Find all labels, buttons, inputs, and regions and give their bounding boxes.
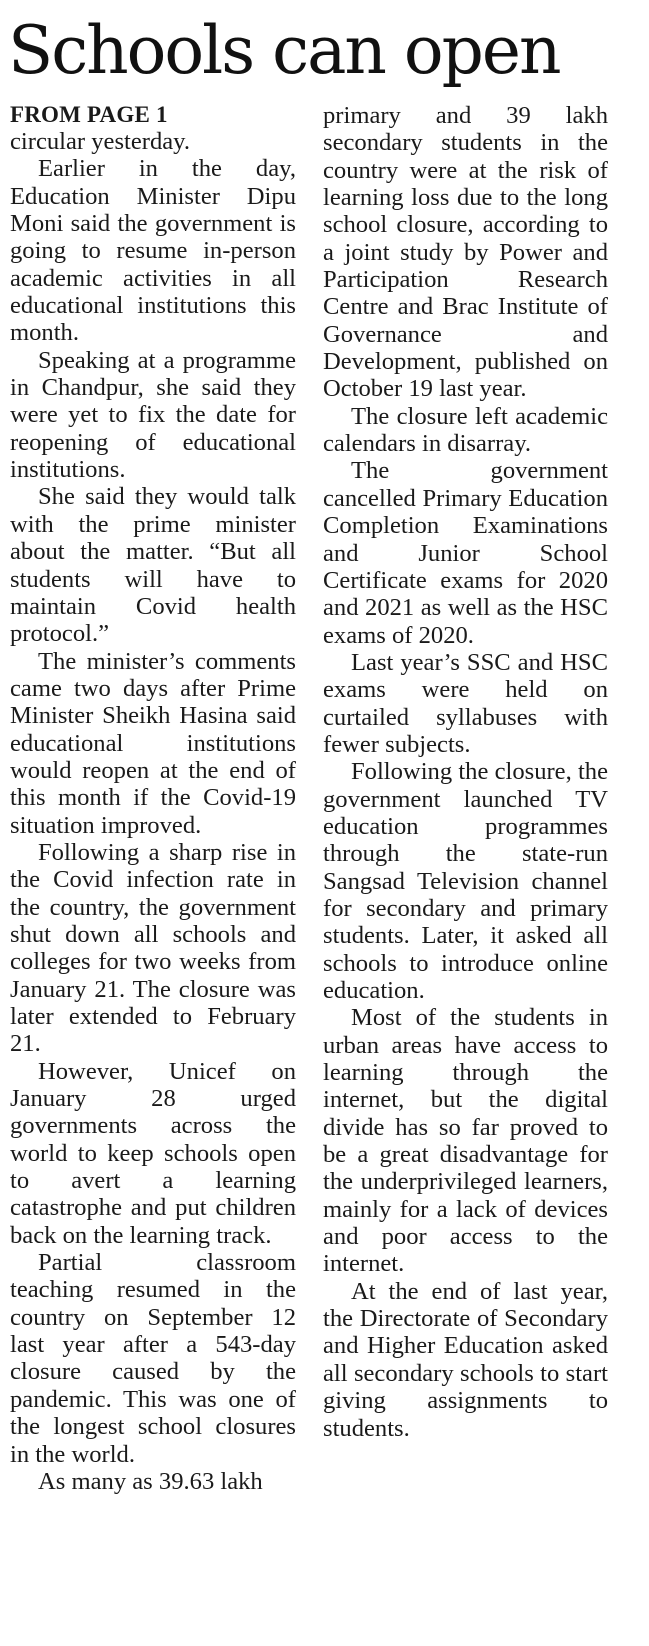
paragraph: Following a sharp rise in the Covid infection rate in the country, the government shut down all schools and colleges for two weeks from January 21. The closure was later extended to February 21. bbox=[10, 838, 296, 1058]
paragraph: Earlier in the day, Education Minister Dipu Moni said the government is going to resume in-person academic activities in all educational institutions this month. bbox=[10, 155, 296, 347]
paragraph: Partial classroom teaching resumed in the country on September 12 last year after a 543-day closure caused by the pandemic. This was one of the longest school closures in the world. bbox=[10, 1249, 296, 1468]
paragraph: She said they would talk with the prime minister about the matter. “But all students will have to maintain Covid health protocol.” bbox=[10, 483, 296, 648]
paragraph: However, Unicef on January 28 urged governments across the world to keep schools open to avert a learning catastrophe and put children back on the learning track. bbox=[10, 1057, 296, 1249]
paragraph: Following the closure, the government launched TV education programmes through the state-run Sangsad Television channel for secondary and primary students. Later, it asked all schools to introduce online education. bbox=[323, 758, 608, 1004]
paragraph: The minister’s comments came two days after Prime Minister Sheikh Hasina said educational institutions would reopen at the end of this month if the Covid-19 situation improved. bbox=[10, 647, 296, 839]
paragraph: circular yesterday. bbox=[10, 128, 191, 155]
headline: Schools can open bbox=[8, 12, 560, 89]
paragraph: At the end of last year, the Directorate of Secondary and Higher Education asked all secondary schools to start giving assignments to students. bbox=[323, 1277, 608, 1442]
paragraph: The government cancelled Primary Education Completion Examinations and Junior School Certificate exams for 2020 and 2021 as well as the HSC exams of 2020. bbox=[323, 457, 608, 649]
paragraph: As many as 39.63 lakh bbox=[38, 1467, 263, 1495]
paragraph: The closure left academic calendars in disarray. bbox=[323, 402, 608, 458]
kicker: FROM PAGE 1 bbox=[10, 102, 168, 127]
left-column bbox=[10, 102, 296, 1495]
paragraph: Speaking at a programme in Chandpur, she said they were yet to fix the date for reopening of educational institutions. bbox=[10, 346, 296, 484]
paragraph: Last year’s SSC and HSC exams were held on curtailed syllabuses with fewer subjects. bbox=[323, 648, 608, 758]
right-column bbox=[323, 102, 608, 1442]
paragraph: Most of the students in urban areas have access to learning through the internet, but the digital divide has so far proved to be a great disadvantage for the underprivileged learners, mainly for a lack of devices and poor access to the internet. bbox=[323, 1004, 608, 1278]
paragraph: primary and 39 lakh secondary students in the country were at the risk of learning loss due to the long school closure, according to a joint study by Power and Participation Research Centre and Brac Institute of Governance and Development, published on October 19 last year. bbox=[323, 102, 608, 403]
